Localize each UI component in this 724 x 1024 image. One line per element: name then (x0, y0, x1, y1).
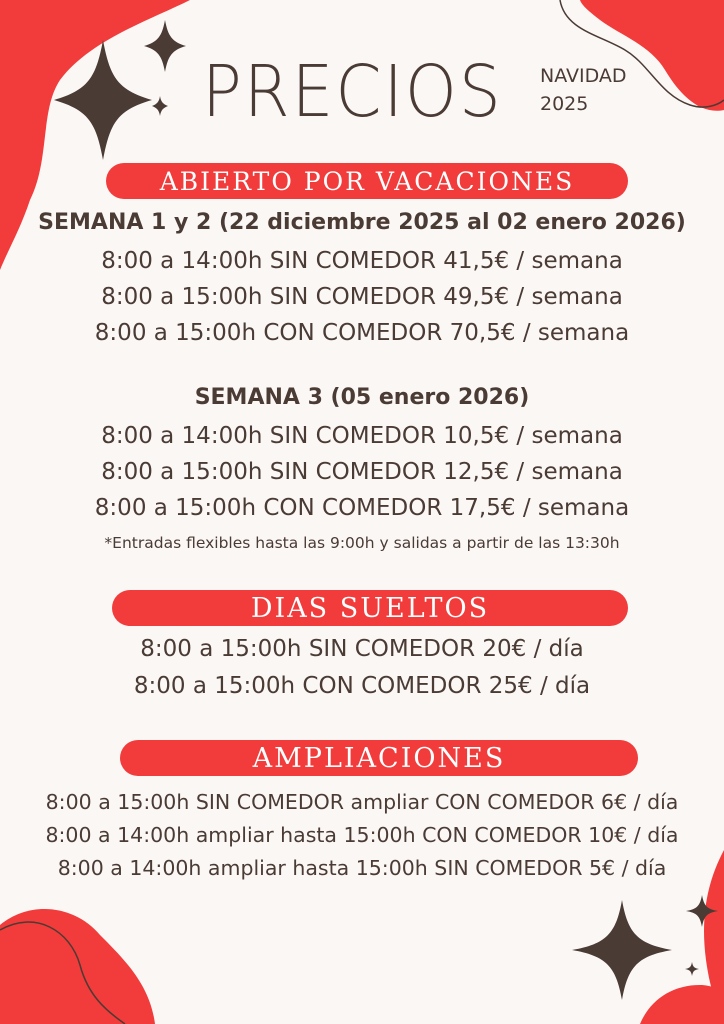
price-line: 8:00 a 15:00h SIN COMEDOR 20€ / día (140, 636, 584, 662)
price-line: 8:00 a 14:00h SIN COMEDOR 10,5€ / semana (101, 423, 623, 449)
page-subtitle (540, 62, 650, 118)
schedule-note: *Entradas flexibles hasta las 9:00h y salidas a partir de las 13:30h (104, 534, 620, 552)
price-line: 8:00 a 15:00h CON COMEDOR 70,5€ / semana (94, 320, 630, 346)
subtitle-line-2: 2025 (540, 93, 589, 115)
price-line: 8:00 a 14:00h ampliar hasta 15:00h SIN COMEDOR 5€ / día (57, 856, 667, 880)
header (0, 49, 724, 134)
page-title: PRECIOS (202, 49, 503, 134)
red-blob-bottom-left (0, 909, 155, 1024)
section-heading-vacaciones: ABIERTO POR VACACIONES (106, 163, 628, 199)
week-1-2-title: SEMANA 1 y 2 (22 diciembre 2025 al 02 enero 2026) (38, 210, 686, 235)
sparkle-icon (572, 900, 672, 1000)
price-line: 8:00 a 14:00h SIN COMEDOR 41,5€ / semana (101, 248, 623, 274)
red-blob-bottom-right (640, 985, 724, 1024)
section-heading-ampliaciones: AMPLIACIONES (120, 740, 638, 776)
price-line: 8:00 a 15:00h SIN COMEDOR ampliar CON COMEDOR 6€ / día (45, 790, 679, 814)
price-line: 8:00 a 15:00h CON COMEDOR 17,5€ / semana (94, 495, 630, 521)
price-line: 8:00 a 15:00h SIN COMEDOR 12,5€ / semana (101, 459, 623, 485)
subtitle-line-1: NAVIDAD (540, 65, 627, 87)
price-line: 8:00 a 14:00h ampliar hasta 15:00h CON COMEDOR 10€ / día (45, 823, 679, 847)
sparkle-icon (685, 962, 699, 976)
section-heading-dias-sueltos: DIAS SUELTOS (112, 590, 628, 626)
week-3-title: SEMANA 3 (05 enero 2026) (194, 385, 530, 410)
price-line: 8:00 a 15:00h SIN COMEDOR 49,5€ / semana (101, 284, 623, 310)
price-line: 8:00 a 15:00h CON COMEDOR 25€ / día (133, 673, 591, 699)
